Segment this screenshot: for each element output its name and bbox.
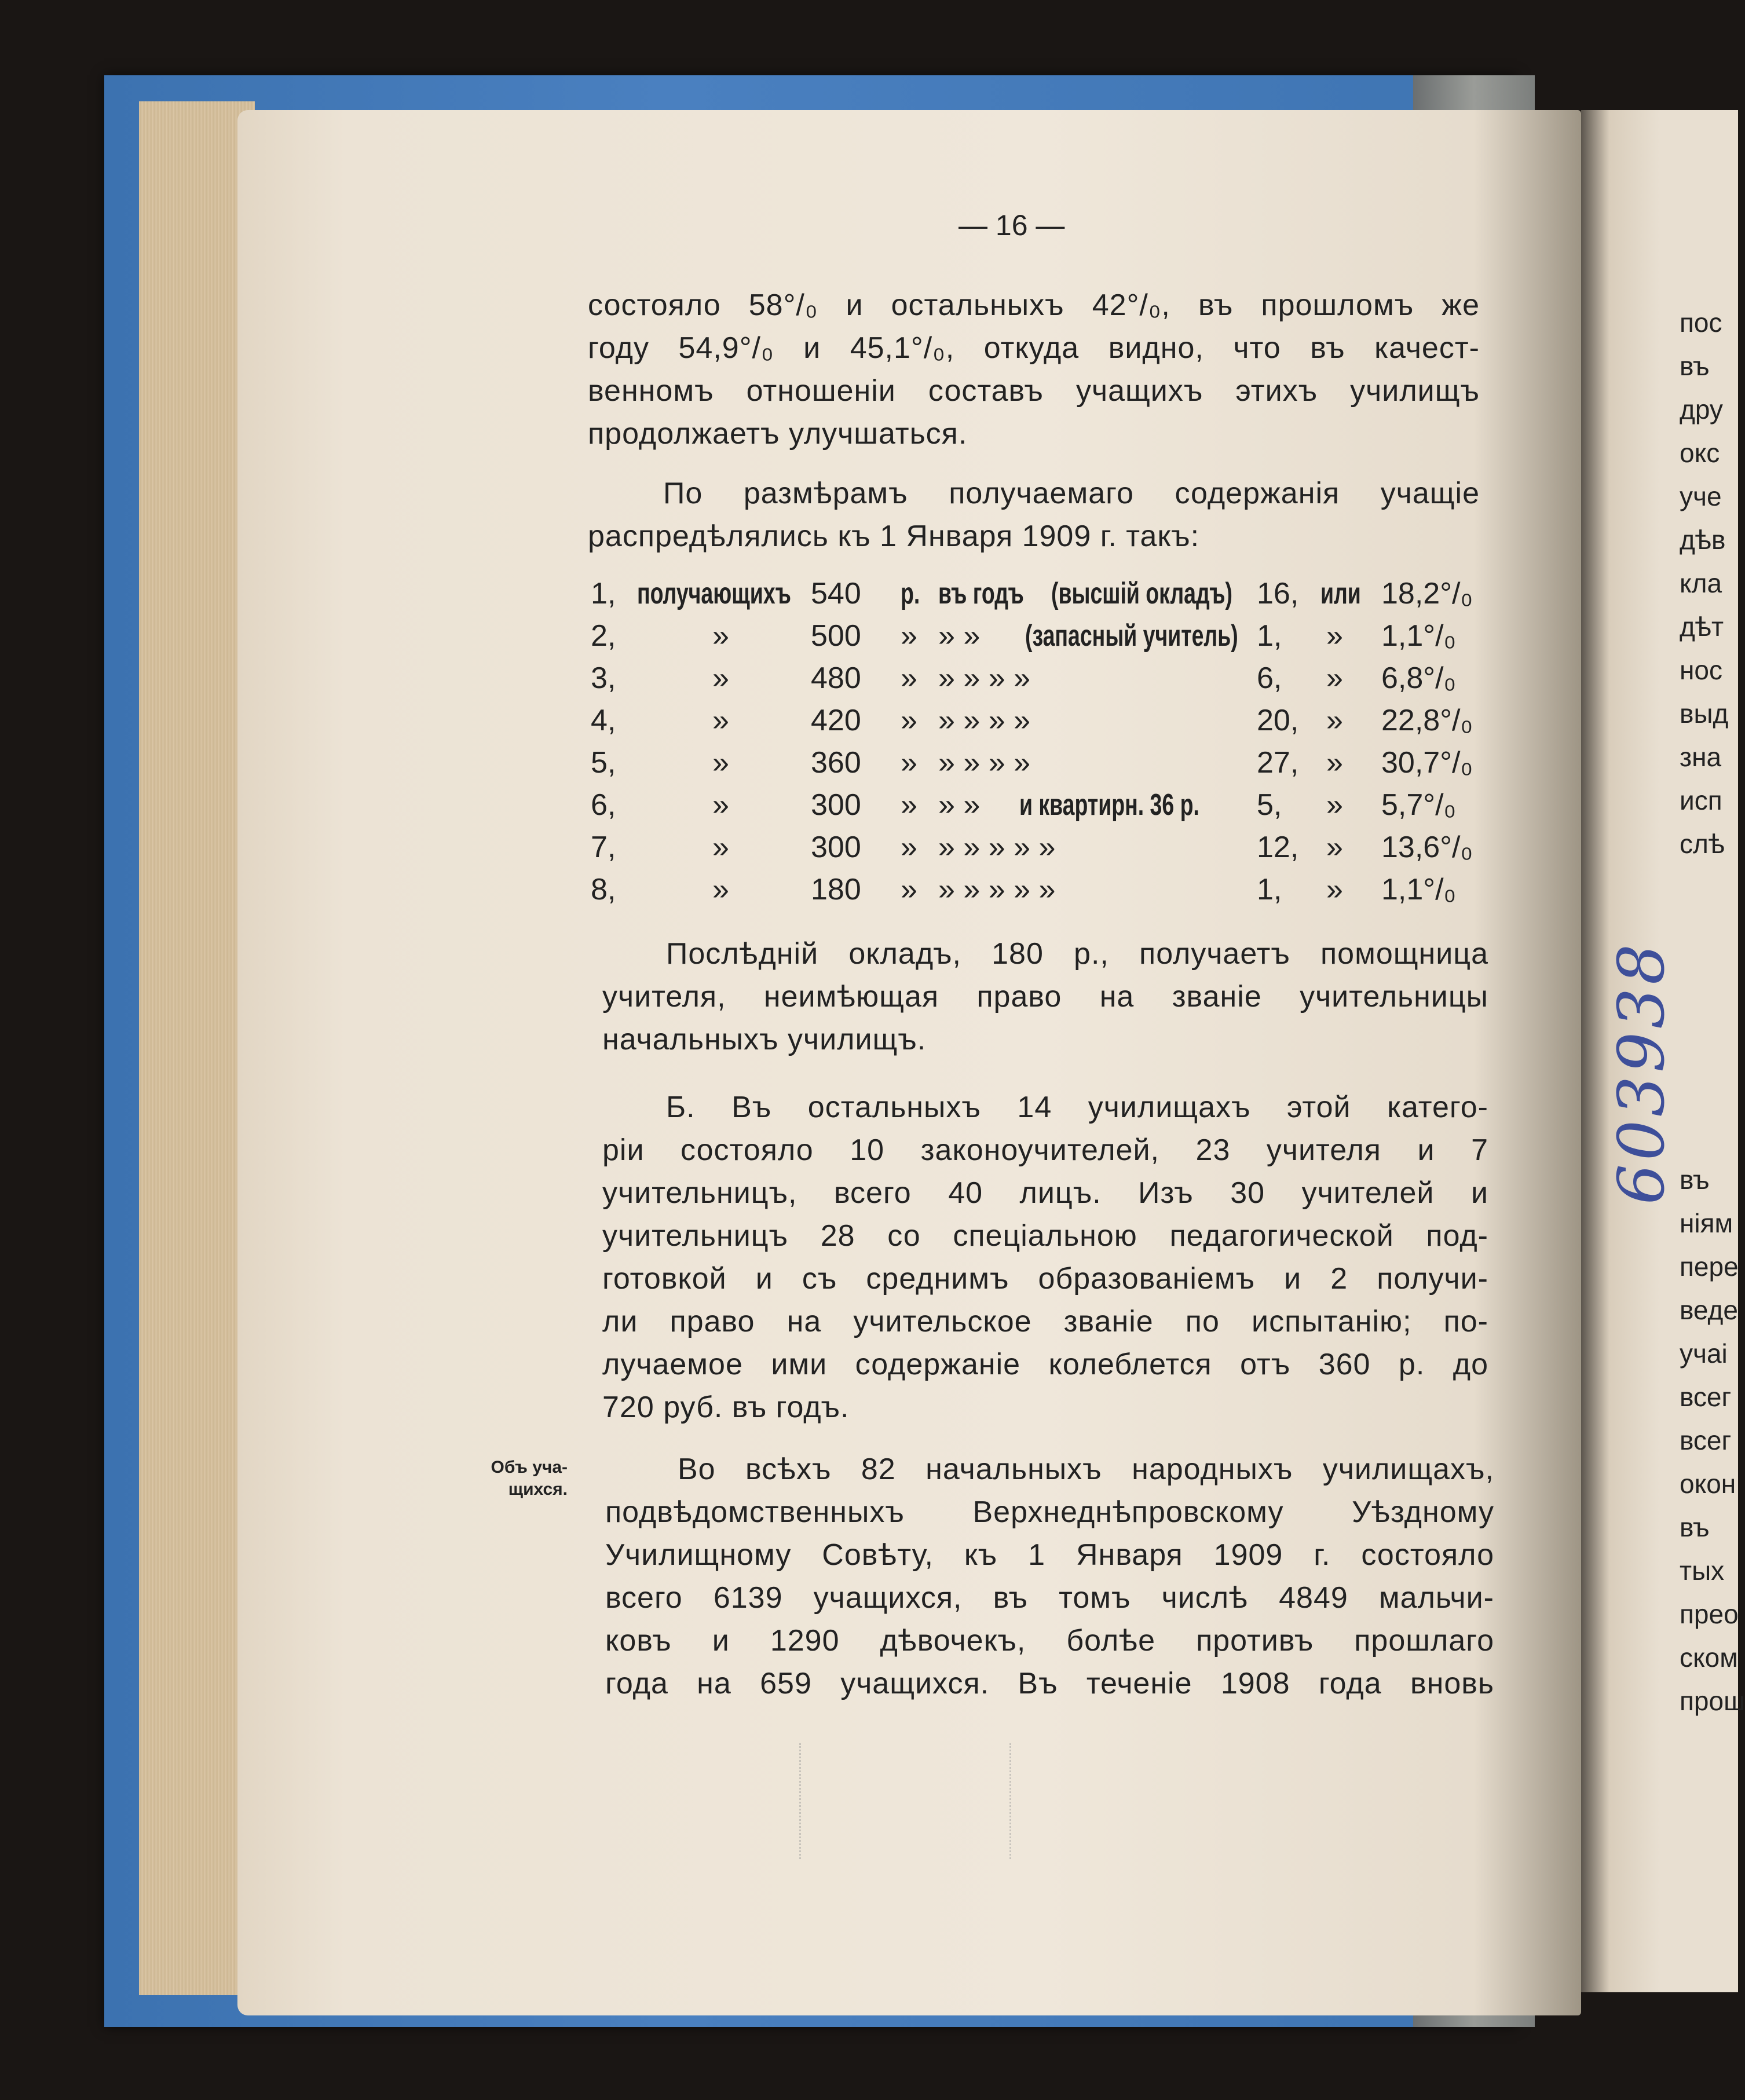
salary-table-ditto: » » (938, 619, 981, 653)
text-line: лучаемое ими содержаніе колеблется отъ 360 р. до (602, 1348, 1488, 1381)
facing-page-fragment: веде (1680, 1295, 1738, 1325)
salary-table-pct: 30,7°/₀ (1381, 746, 1473, 780)
facing-page-fragment: въ (1680, 351, 1710, 381)
salary-table-pct: 6,8°/₀ (1381, 661, 1457, 695)
library-stamp (799, 1743, 1011, 1859)
text-line: года на 659 учащихся. Въ теченіе 1908 года вновь (605, 1667, 1494, 1700)
salary-table-ditto: » » (938, 788, 981, 822)
salary-table-pct: 18,2°/₀ (1381, 577, 1473, 610)
salary-table-unit: » (901, 788, 917, 822)
facing-page-fragment: всег (1680, 1382, 1732, 1412)
text-line: учителя, неимѣющая право на званіе учительницы (602, 980, 1488, 1014)
salary-table-count: 5, (1257, 788, 1282, 822)
salary-table-who: » (712, 704, 729, 737)
salary-table-who: » (712, 746, 729, 780)
text-line: распредѣлялись къ 1 Января 1909 г. такъ: (588, 519, 1200, 553)
salary-table-unit: » (901, 746, 917, 780)
salary-table-n: 3, (591, 661, 616, 695)
text-line: году 54,9°/₀ и 45,1°/₀, откуда видно, что въ качест- (588, 331, 1480, 365)
facing-page-fragment: исп (1680, 785, 1722, 815)
salary-table-count: 20, (1257, 704, 1299, 737)
salary-table-or: » (1326, 788, 1343, 822)
facing-page-fragment: окс (1680, 438, 1720, 468)
salary-table-n: 5, (591, 746, 616, 780)
text-line: Послѣдній окладъ, 180 р., получаетъ помощница (666, 937, 1488, 971)
salary-table-pct: 1,1°/₀ (1381, 619, 1457, 653)
facing-page-fragment: пере (1680, 1252, 1739, 1282)
salary-table-or: или (1320, 577, 1361, 610)
text-line: начальныхъ училищъ. (602, 1023, 927, 1056)
salary-table-who: получающихъ (637, 577, 791, 610)
facing-page-fragment: учаі (1680, 1338, 1728, 1369)
salary-table-amount: 180 (811, 873, 861, 906)
salary-table-amount: 480 (811, 661, 861, 695)
salary-table-or: » (1326, 746, 1343, 780)
facing-page-fragment: тых (1680, 1556, 1725, 1586)
text-line: Во всѣхъ 82 начальныхъ народныхъ училищахъ, (678, 1453, 1494, 1486)
text-line: ріи состояло 10 законоучителей, 23 учителя и 7 (602, 1133, 1488, 1167)
facing-page-fragment: дѣт (1680, 612, 1724, 642)
salary-table-who: » (712, 661, 729, 695)
salary-table-who: » (712, 788, 729, 822)
facing-page-fragment: пос (1680, 308, 1722, 338)
salary-table-ditto: » » » » » (938, 873, 1056, 906)
salary-table-unit: » (901, 873, 917, 906)
salary-table-amount: 420 (811, 704, 861, 737)
salary-table-ditto: » » » » (938, 704, 1031, 737)
facing-page-fragment: дѣв (1680, 525, 1726, 555)
salary-table-count: 1, (1257, 619, 1282, 653)
salary-table-amount: 500 (811, 619, 861, 653)
facing-page-fragment: кла (1680, 568, 1722, 598)
salary-table-pct: 13,6°/₀ (1381, 831, 1473, 864)
salary-table-n: 1, (591, 577, 616, 610)
text-line: учительницъ, всего 40 лицъ. Изъ 30 учителей и (602, 1176, 1488, 1210)
text-line: всего 6139 учащихся, въ томъ числѣ 4849 мальчи- (605, 1581, 1494, 1615)
salary-table-unit: » (901, 619, 917, 653)
salary-table-unit: » (901, 831, 917, 864)
text-line: состояло 58°/₀ и остальныхъ 42°/₀, въ прошломъ же (588, 288, 1480, 322)
salary-table-amount: 300 (811, 831, 861, 864)
salary-table-count: 27, (1257, 746, 1299, 780)
text-line: Училищному Совѣту, къ 1 Января 1909 г. состояло (605, 1538, 1494, 1572)
facing-page-fragment: нос (1680, 655, 1722, 685)
facing-page-fragment: уче (1680, 481, 1722, 511)
salary-table-ditto: » » » » (938, 661, 1031, 695)
text-line: подвѣдомственныхъ Верхнеднѣпровскому Уѣздному (605, 1495, 1494, 1529)
facing-page-fragment: ском (1680, 1642, 1738, 1673)
salary-table-pct: 22,8°/₀ (1381, 704, 1473, 737)
salary-table-note: (высшій окладъ) (1051, 577, 1233, 610)
salary-table-pct: 5,7°/₀ (1381, 788, 1457, 822)
salary-table-or: » (1326, 619, 1343, 653)
salary-table-n: 4, (591, 704, 616, 737)
salary-table-or: » (1326, 873, 1343, 906)
text-line: венномъ отношеніи составъ учащихъ этихъ училищъ (588, 374, 1480, 408)
text-line: 720 руб. въ годъ. (602, 1391, 850, 1424)
salary-table-note: (запасный учитель) (1025, 619, 1238, 653)
facing-page-fragment: выд (1680, 698, 1729, 729)
text-line: ковъ и 1290 дѣвочекъ, болѣе противъ прошлаго (605, 1624, 1494, 1658)
salary-table-count: 6, (1257, 661, 1282, 695)
salary-table-pct: 1,1°/₀ (1381, 873, 1457, 906)
facing-page-fragment: слѣ (1680, 829, 1725, 859)
handwritten-inventory-number: 603938 (1604, 941, 1678, 1205)
salary-table-amount: 540 (811, 577, 861, 610)
facing-page-fragment: зна (1680, 742, 1722, 772)
facing-page-fragment: дру (1680, 394, 1723, 425)
salary-table-amount: 360 (811, 746, 861, 780)
salary-table-count: 1, (1257, 873, 1282, 906)
facing-page-fragment: окон (1680, 1469, 1736, 1499)
text-line: продолжаетъ улучшаться. (588, 417, 968, 451)
salary-table-n: 6, (591, 788, 616, 822)
salary-table-ditto: » » » » » (938, 831, 1056, 864)
salary-table-ditto: » » » » (938, 746, 1031, 780)
salary-table-unit: р. (901, 577, 920, 610)
salary-table-or: » (1326, 831, 1343, 864)
text-line: учительницъ 28 со спеціальною педагогической под- (602, 1219, 1488, 1253)
page-number: — 16 — (959, 209, 1065, 242)
facing-page-fragment: ніям (1680, 1208, 1733, 1238)
facing-page-fragment: прош (1680, 1686, 1745, 1716)
salary-table-amount: 300 (811, 788, 861, 822)
facing-page-fragment: въ (1680, 1165, 1710, 1195)
salary-table-unit: » (901, 704, 917, 737)
salary-table-unit: » (901, 661, 917, 695)
salary-table-n: 7, (591, 831, 616, 864)
salary-table-count: 16, (1257, 577, 1299, 610)
salary-table-n: 2, (591, 619, 616, 653)
text-line: готовкой и съ среднимъ образованіемъ и 2 получи- (602, 1262, 1488, 1296)
salary-table-who: » (712, 619, 729, 653)
facing-page-fragment: въ (1680, 1512, 1710, 1542)
salary-table-or: » (1326, 704, 1343, 737)
salary-table-who: » (712, 831, 729, 864)
margin-note: Объ уча- щихся. (491, 1458, 568, 1499)
text-line: Б. Въ остальныхъ 14 училищахъ этой катего- (666, 1091, 1488, 1124)
text-line: По размѣрамъ получаемаго содержанія учащіе (663, 477, 1480, 510)
facing-page-fragment: всег (1680, 1425, 1732, 1455)
facing-page-fragment: прео (1680, 1599, 1739, 1629)
salary-table-n: 8, (591, 873, 616, 906)
salary-table-or: » (1326, 661, 1343, 695)
text-line: ли право на учительское званіе по испытанію; по- (602, 1305, 1488, 1338)
salary-table-who: » (712, 873, 729, 906)
salary-table-count: 12, (1257, 831, 1299, 864)
salary-table-ditto: въ годъ (938, 577, 1024, 610)
salary-table-note: и квартирн. 36 р. (1019, 788, 1199, 822)
